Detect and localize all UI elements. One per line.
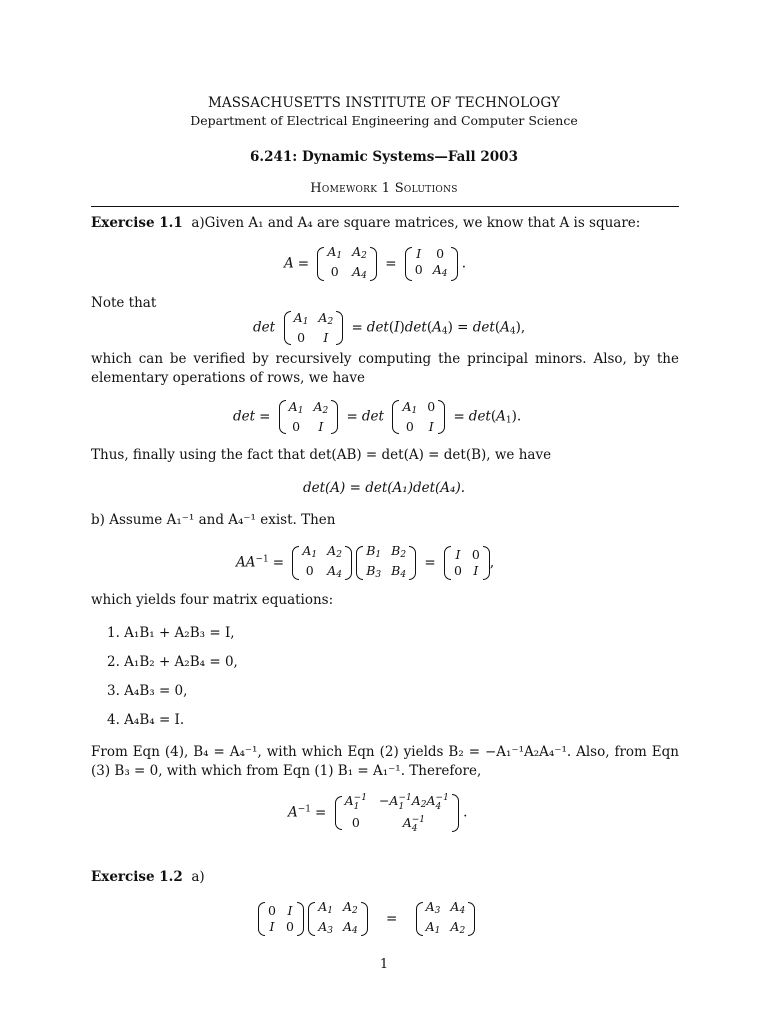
thus-paragraph: Thus, finally using the fact that det(AB) = det(A) = det(B), we have [91,447,552,463]
note-that-text: Note that [91,295,157,311]
equation-det-a4: det $A_1$ $A_2$ 0 I = $\det(I)\det(A_4) = \det(A_4)$, [253,310,526,345]
equation-swap-rows: 0 I I 0 $A_1$ $A_2$ $A_3$ $A_4$ = $A_3$ $A_4$ $A_1$ $A_2$ [258,899,475,939]
institute-heading: MASSACHUSETTS INSTITUTE OF TECHNOLOGY [208,95,560,111]
matrix-equation-3: 3. A₄B₃ = 0, [107,683,188,699]
exercise-1-2-intro [91,869,205,885]
from-eqn-paragraph: From Eqn (4), B₄ = A₄⁻¹, with which Eqn (2) yields B₂ = −A₁⁻¹A₂A₄⁻¹. Also, from Eqn (3) B₃ = 0, with which from Eqn (1) B₁ = A₁⁻¹. Therefore, [91,744,679,779]
minors-paragraph: which can be verified by recursively computing the principal minors. Also, by the elementary operations of rows, we have [91,351,679,386]
equation-inverse-product: $AA^{-1}$ = $A_1$ $A_2$ 0 $A_4$ $B_1$ $B_2$ $B_3$ $B_4$ = I 0 0 I , [236,543,495,580]
matrix-equation-2: 2. A₁B₂ + A₂B₄ = 0, [107,654,238,670]
equation-a-block-matrix: A = $A_1$ $A_2$ 0 $A_4$ = I 0 0 $A_4$ . [284,244,467,281]
matrix-equation-4: 4. A₄B₄ = I. [107,712,185,728]
equation-det-a1: det = $A_1$ $A_2$ 0 I = det $A_1$ 0 0 I = $\det(A_1)$. [233,399,522,434]
department-heading: Department of Electrical Engineering and Computer Science [190,113,578,128]
page-number: 1 [379,957,389,972]
exercise-1-2-label: Exercise 1.2 [91,869,183,885]
matrix-equation-1: 1. A₁B₁ + A₂B₃ = I, [107,625,235,641]
exercise-1-2-part-a: a) [191,869,205,885]
equation-a-inverse: $A^{-1}$ = A −1 1 −A −1 1 $A_2A$ −1 4 0 A −1 4 . [288,793,468,834]
course-title: 6.241: Dynamic Systems—Fall 2003 [250,149,518,165]
assignment-title: Homework 1 Solutions [310,181,458,196]
exercise-1-1-label: Exercise 1.1 [91,215,183,231]
yields-text: which yields four matrix equations: [91,592,334,608]
exercise-1-1-intro-text: a)Given A₁ and A₄ are square matrices, we know that A is square: [191,215,641,231]
equation-det-product: det(A) = det(A₁)det(A₄). [302,480,466,496]
header-rule [91,206,679,207]
part-b-text: b) Assume A₁⁻¹ and A₄⁻¹ exist. Then [91,512,336,528]
exercise-1-1-intro [91,215,640,231]
